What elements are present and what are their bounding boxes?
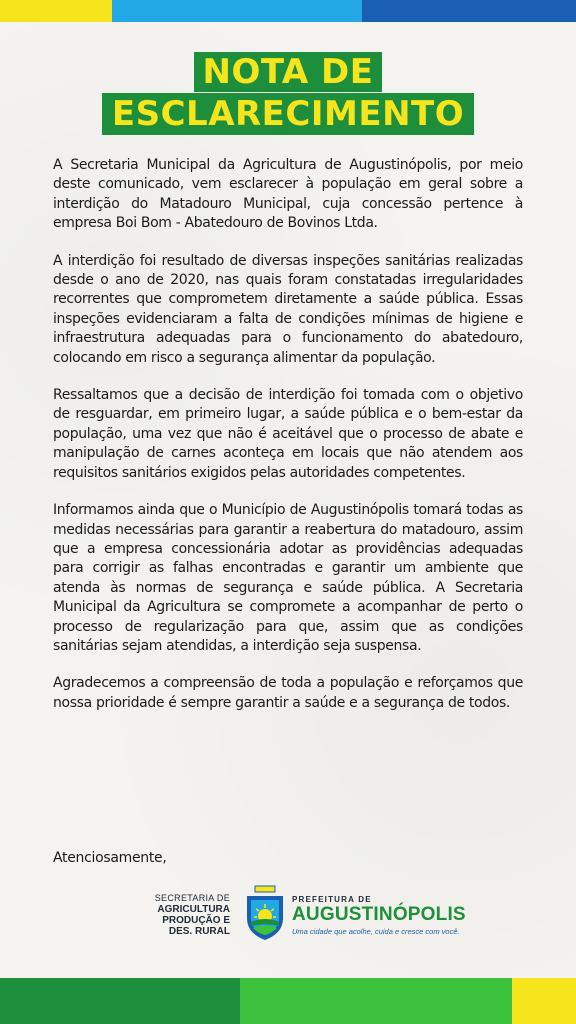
municipal-crest-icon	[241, 884, 289, 946]
secretaria-line-1: SECRETARIA DE	[154, 893, 230, 903]
secretaria-line-3: PRODUÇÃO E	[162, 915, 230, 926]
title-line-2	[0, 93, 576, 135]
top-bar-yellow-segment	[0, 0, 112, 22]
title-line-1	[0, 52, 576, 92]
notice-body	[53, 156, 523, 731]
prefeitura-name: AUGUSTINÓPOLIS	[292, 904, 466, 925]
top-bar-lightblue-segment	[112, 0, 362, 22]
top-bar-blue-segment	[362, 0, 576, 22]
prefeitura-logo	[292, 895, 472, 936]
bottom-bar-brightgreen-segment	[240, 978, 512, 1024]
signoff: Atenciosamente,	[53, 850, 167, 866]
paragraph-1: A Secretaria Municipal da Agricultura de Augustinópolis, por meio deste comunicado, vem esclarecer à população em geral sobre a interdição do Matadouro Municipal, cuja concessão pertence à empresa Boi Bom - Abatedouro de Bovinos Ltda.	[53, 157, 523, 232]
bottom-color-bar	[0, 978, 576, 1024]
prefeitura-slogan: Uma cidade que acolhe, cuida e cresce com você.	[292, 927, 460, 936]
secretaria-line-2: AGRICULTURA	[157, 904, 230, 915]
title-text-1: NOTA DE	[194, 52, 381, 92]
bottom-bar-green-segment	[0, 978, 240, 1024]
secretaria-logo	[140, 893, 230, 937]
bottom-bar-yellow-segment	[512, 978, 576, 1024]
top-color-bar	[0, 0, 576, 22]
paragraph-2: A interdição foi resultado de diversas inspeções sanitárias realizadas desde o ano de 2020, nas quais foram constatadas irregularidades recorrentes que comprometem diretamente a saúde pública. Essas inspeções evidenciaram a falta de condições mínimas de higiene e infraestrutura adequadas para o funcionamento do abatedouro, colocando em risco a segurança alimentar da população.	[53, 252, 523, 366]
secretaria-line-4: DES. RURAL	[168, 926, 230, 937]
paragraph-4: Informamos ainda que o Município de Augustinópolis tomará todas as medidas necessárias para garantir a reabertura do matadouro, assim que a empresa concessionária adotar as providências adequadas para corrigir as falhas encontradas e garantir um ambiente que atenda às normas de segurança e saúde pública. A Secretaria Municipal da Agricultura se compromete a acompanhar de perto o processo de regularização para que, assim que as condições sanitárias sejam atendidas, a interdição seja suspensa.	[53, 502, 523, 654]
prefeitura-prefix: PREFEITURA DE	[292, 895, 372, 904]
paragraph-5: Agradecemos a compreensão de toda a população e reforçamos que nossa prioridade é sempre garantir a saúde e a segurança de todos.	[53, 675, 523, 711]
title-text-2: ESCLARECIMENTO	[102, 93, 474, 135]
paragraph-3: Ressaltamos que a decisão de interdição foi tomada com o objetivo de resguardar, em primeiro lugar, a saúde pública e o bem-estar da população, uma vez que não é aceitável que o processo de abate e manipulação de carnes aconteça em locais que não atendem aos requisitos sanitários exigidos pelas autoridades competentes.	[53, 387, 523, 481]
